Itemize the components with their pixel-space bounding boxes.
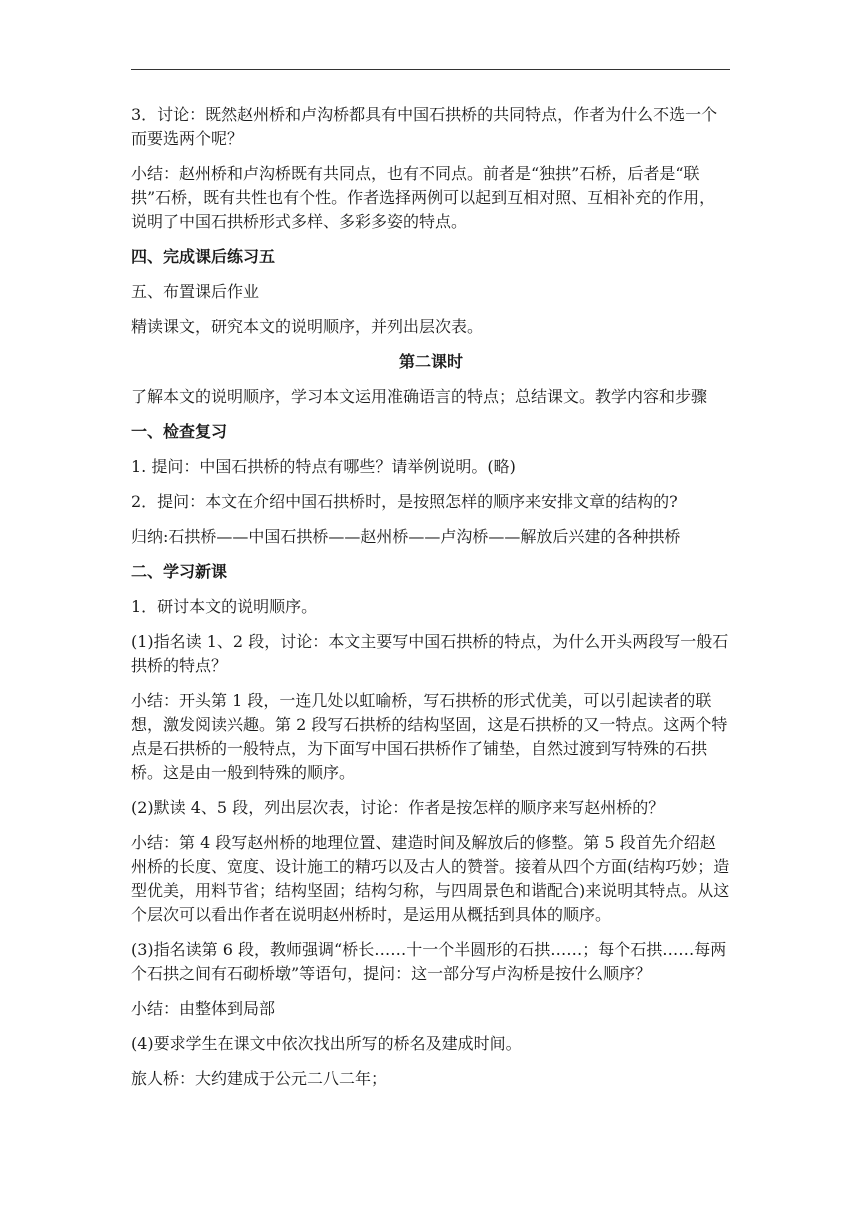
paragraph: 1. 提问：中国石拱桥的特点有哪些？请举例说明。(略) — [131, 457, 516, 476]
paragraph: 了解本文的说明顺序，学习本文运用准确语言的特点；总结课文。教学内容和步骤 — [131, 387, 708, 406]
paragraph: 精读课文，研究本文的说明顺序，并列出层次表。 — [131, 317, 484, 336]
paragraph: 五、布置课后作业 — [131, 282, 260, 301]
paragraph: (2)默读 4、5 段，列出层次表，讨论：作者是按怎样的顺序来写赵州桥的？ — [131, 798, 665, 817]
paragraph: 小结：由整体到局部 — [131, 999, 276, 1018]
section-heading: 一、检查复习 — [131, 422, 228, 441]
paragraph: 旅人桥：大约建成于公元二八二年； — [131, 1069, 388, 1088]
paragraph: 小结：开头第 1 段，一连几处以虹喻桥，写石拱桥的形式优美，可以引起读者的联想，激发阅读兴趣。第 2 段写石拱桥的结构坚固，这是石拱桥的又一特点。这两个特点是石拱桥的一般特点，为下面写中国石拱桥作了铺垫，自然过渡到写特殊的石拱桥。这是由一般到特殊的顺序。 — [131, 691, 728, 782]
section-heading: 四、完成课后练习五 — [131, 247, 276, 266]
lesson-title: 第二课时 — [398, 352, 463, 371]
header-rule — [131, 69, 730, 70]
paragraph: 2．提问：本文在介绍中国石拱桥时，是按照怎样的顺序来安排文章的结构的? — [131, 492, 678, 511]
paragraph: (4)要求学生在课文中依次找出所写的桥名及建成时间。 — [131, 1034, 522, 1053]
paragraph: 小结：赵州桥和卢沟桥既有共同点，也有不同点。前者是“独拱”石桥，后者是“联拱”石桥，既有共性也有个性。作者选择两例可以起到互相对照、互相补充的作用，说明了中国石拱桥形式多样、多彩多姿的特点。 — [131, 164, 716, 231]
section-heading: 二、学习新课 — [131, 562, 228, 581]
paragraph: 3．讨论：既然赵州桥和卢沟桥都具有中国石拱桥的共同特点，作者为什么不选一个而要选两个呢？ — [131, 105, 718, 148]
paragraph: 归纳:石拱桥——中国石拱桥——赵州桥——卢沟桥——解放后兴建的各种拱桥 — [131, 527, 681, 546]
document-body — [131, 103, 731, 1102]
paragraph: (1)指名读 1、2 段，讨论：本文主要写中国石拱桥的特点，为什么开头两段写一般石拱桥的特点？ — [131, 632, 729, 675]
paragraph: 1．研讨本文的说明顺序。 — [131, 597, 318, 616]
paragraph: (3)指名读第 6 段，教师强调“桥长……十一个半圆形的石拱……；每个石拱……每两个石拱之间有石砌桥墩”等语句，提问：这一部分写卢沟桥是按什么顺序？ — [131, 940, 727, 983]
paragraph: 小结：第 4 段写赵州桥的地理位置、建造时间及解放后的修整。第 5 段首先介绍赵州桥的长度、宽度、设计施工的精巧以及古人的赞誉。接着从四个方面(结构巧妙；造型优美，用料节省；结构坚固；结构匀称，与四周景色和谐配合)来说明其特点。从这个层次可以看出作者在说明赵州桥时，是运用从概括到具体的顺序。 — [131, 833, 730, 924]
